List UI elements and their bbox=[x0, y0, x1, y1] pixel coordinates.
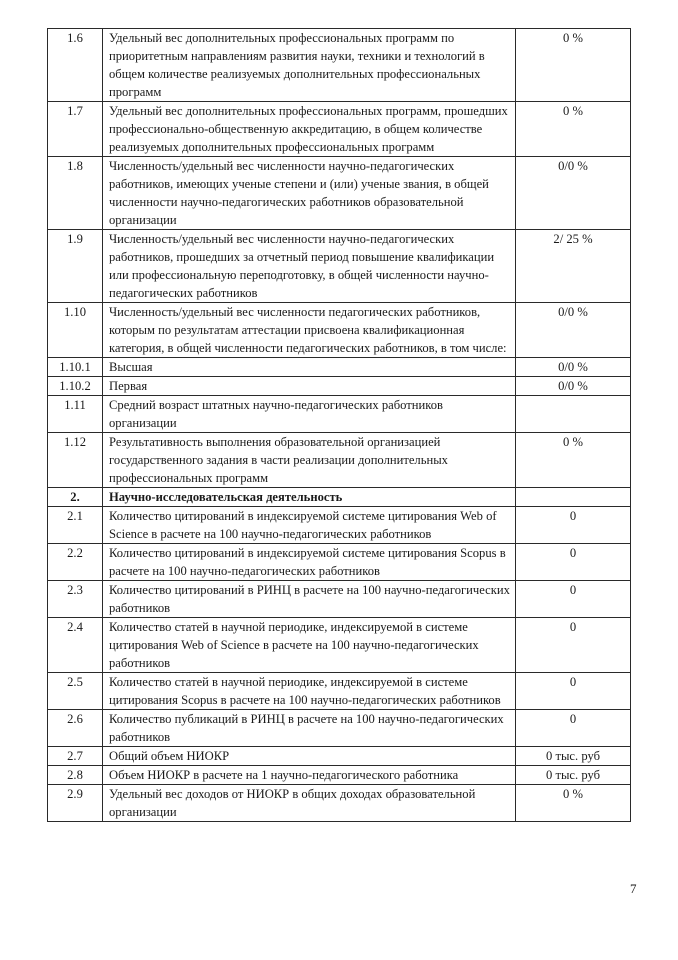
indicator-value: 0 bbox=[516, 544, 631, 581]
indicator-description: Первая bbox=[103, 377, 516, 396]
indicator-value: 0 bbox=[516, 581, 631, 618]
indicator-number: 2.1 bbox=[48, 507, 103, 544]
indicator-number: 2.6 bbox=[48, 710, 103, 747]
indicator-description: Высшая bbox=[103, 358, 516, 377]
indicator-value bbox=[516, 396, 631, 433]
indicator-number: 2.3 bbox=[48, 581, 103, 618]
table-row bbox=[48, 710, 631, 747]
indicator-number: 2.2 bbox=[48, 544, 103, 581]
indicators-table-body bbox=[48, 29, 631, 822]
indicator-number: 1.9 bbox=[48, 230, 103, 303]
indicator-value: 0 bbox=[516, 507, 631, 544]
indicator-number: 1.6 bbox=[48, 29, 103, 102]
table-row bbox=[48, 396, 631, 433]
indicator-description: Научно-исследовательская деятельность bbox=[103, 488, 516, 507]
indicator-description: Удельный вес дополнительных профессиональных программ, прошедших профессионально-общественную аккредитацию, в общем количестве реализуемых дополнительных профессиональных программ bbox=[103, 102, 516, 157]
table-row bbox=[48, 230, 631, 303]
table-row bbox=[48, 507, 631, 544]
table-row bbox=[48, 618, 631, 673]
table-row bbox=[48, 102, 631, 157]
indicator-value: 0/0 % bbox=[516, 377, 631, 396]
indicator-number: 2.4 bbox=[48, 618, 103, 673]
indicator-value: 0 % bbox=[516, 29, 631, 102]
table-row bbox=[48, 377, 631, 396]
table-row bbox=[48, 433, 631, 488]
indicator-description: Количество цитирований в РИНЦ в расчете на 100 научно-педагогических работников bbox=[103, 581, 516, 618]
indicator-number: 1.7 bbox=[48, 102, 103, 157]
indicator-number: 1.8 bbox=[48, 157, 103, 230]
indicator-value: 0 тыс. руб bbox=[516, 747, 631, 766]
table-row bbox=[48, 785, 631, 822]
section-header-row bbox=[48, 488, 631, 507]
indicator-value: 0 bbox=[516, 618, 631, 673]
indicator-description: Численность/удельный вес численности научно-педагогических работников, имеющих ученые степени и (или) ученые звания, в общей численности научно-педагогических работников образовательной организации bbox=[103, 157, 516, 230]
indicator-number: 2. bbox=[48, 488, 103, 507]
table-row bbox=[48, 544, 631, 581]
indicator-description: Удельный вес дополнительных профессиональных программ по приоритетным направлениям развития науки, техники и технологий в общем количестве реализуемых дополнительных профессиональных программ bbox=[103, 29, 516, 102]
indicator-number: 1.10.2 bbox=[48, 377, 103, 396]
indicator-value: 0/0 % bbox=[516, 303, 631, 358]
indicator-description: Количество публикаций в РИНЦ в расчете на 100 научно-педагогических работников bbox=[103, 710, 516, 747]
indicator-description: Численность/удельный вес численности научно-педагогических работников, прошедших за отчетный период повышение квалификации или профессиональную переподготовку, в общей численности научно-педагогических работников bbox=[103, 230, 516, 303]
indicator-number: 1.10.1 bbox=[48, 358, 103, 377]
indicator-value: 0 % bbox=[516, 102, 631, 157]
indicator-number: 1.10 bbox=[48, 303, 103, 358]
indicator-number: 2.9 bbox=[48, 785, 103, 822]
indicator-description: Результативность выполнения образовательной организацией государственного задания в части реализации дополнительных профессиональных программ bbox=[103, 433, 516, 488]
indicator-value: 0 тыс. руб bbox=[516, 766, 631, 785]
table-row bbox=[48, 358, 631, 377]
table-row bbox=[48, 581, 631, 618]
indicator-number: 2.5 bbox=[48, 673, 103, 710]
table-row bbox=[48, 29, 631, 102]
indicator-description: Количество статей в научной периодике, индексируемой в системе цитирования Scopus в расчете на 100 научно-педагогических работников bbox=[103, 673, 516, 710]
table-row bbox=[48, 673, 631, 710]
indicator-description: Общий объем НИОКР bbox=[103, 747, 516, 766]
indicator-description: Количество цитирований в индексируемой системе цитирования Web of Science в расчете на 100 научно-педагогических работников bbox=[103, 507, 516, 544]
indicator-value: 2/ 25 % bbox=[516, 230, 631, 303]
indicator-value bbox=[516, 488, 631, 507]
indicator-value: 0 bbox=[516, 673, 631, 710]
indicator-value: 0 % bbox=[516, 433, 631, 488]
table-row bbox=[48, 157, 631, 230]
indicator-description: Количество цитирований в индексируемой системе цитирования Scopus в расчете на 100 научно-педагогических работников bbox=[103, 544, 516, 581]
indicators-table bbox=[47, 28, 631, 822]
indicator-number: 1.12 bbox=[48, 433, 103, 488]
indicator-description: Средний возраст штатных научно-педагогических работников организации bbox=[103, 396, 516, 433]
indicator-description: Удельный вес доходов от НИОКР в общих доходах образовательной организации bbox=[103, 785, 516, 822]
table-row bbox=[48, 766, 631, 785]
indicator-number: 2.7 bbox=[48, 747, 103, 766]
indicator-number: 1.11 bbox=[48, 396, 103, 433]
page-number: 7 bbox=[630, 881, 637, 896]
indicator-value: 0 bbox=[516, 710, 631, 747]
indicator-value: 0/0 % bbox=[516, 358, 631, 377]
indicator-description: Численность/удельный вес численности педагогических работников, которым по результатам аттестации присвоена квалификационная категория, в общей численности педагогических работников, в том числе: bbox=[103, 303, 516, 358]
indicator-description: Количество статей в научной периодике, индексируемой в системе цитирования Web of Science в расчете на 100 научно-педагогических работников bbox=[103, 618, 516, 673]
indicator-value: 0 % bbox=[516, 785, 631, 822]
indicator-number: 2.8 bbox=[48, 766, 103, 785]
table-row bbox=[48, 303, 631, 358]
table-row bbox=[48, 747, 631, 766]
indicator-description: Объем НИОКР в расчете на 1 научно-педагогического работника bbox=[103, 766, 516, 785]
indicator-value: 0/0 % bbox=[516, 157, 631, 230]
